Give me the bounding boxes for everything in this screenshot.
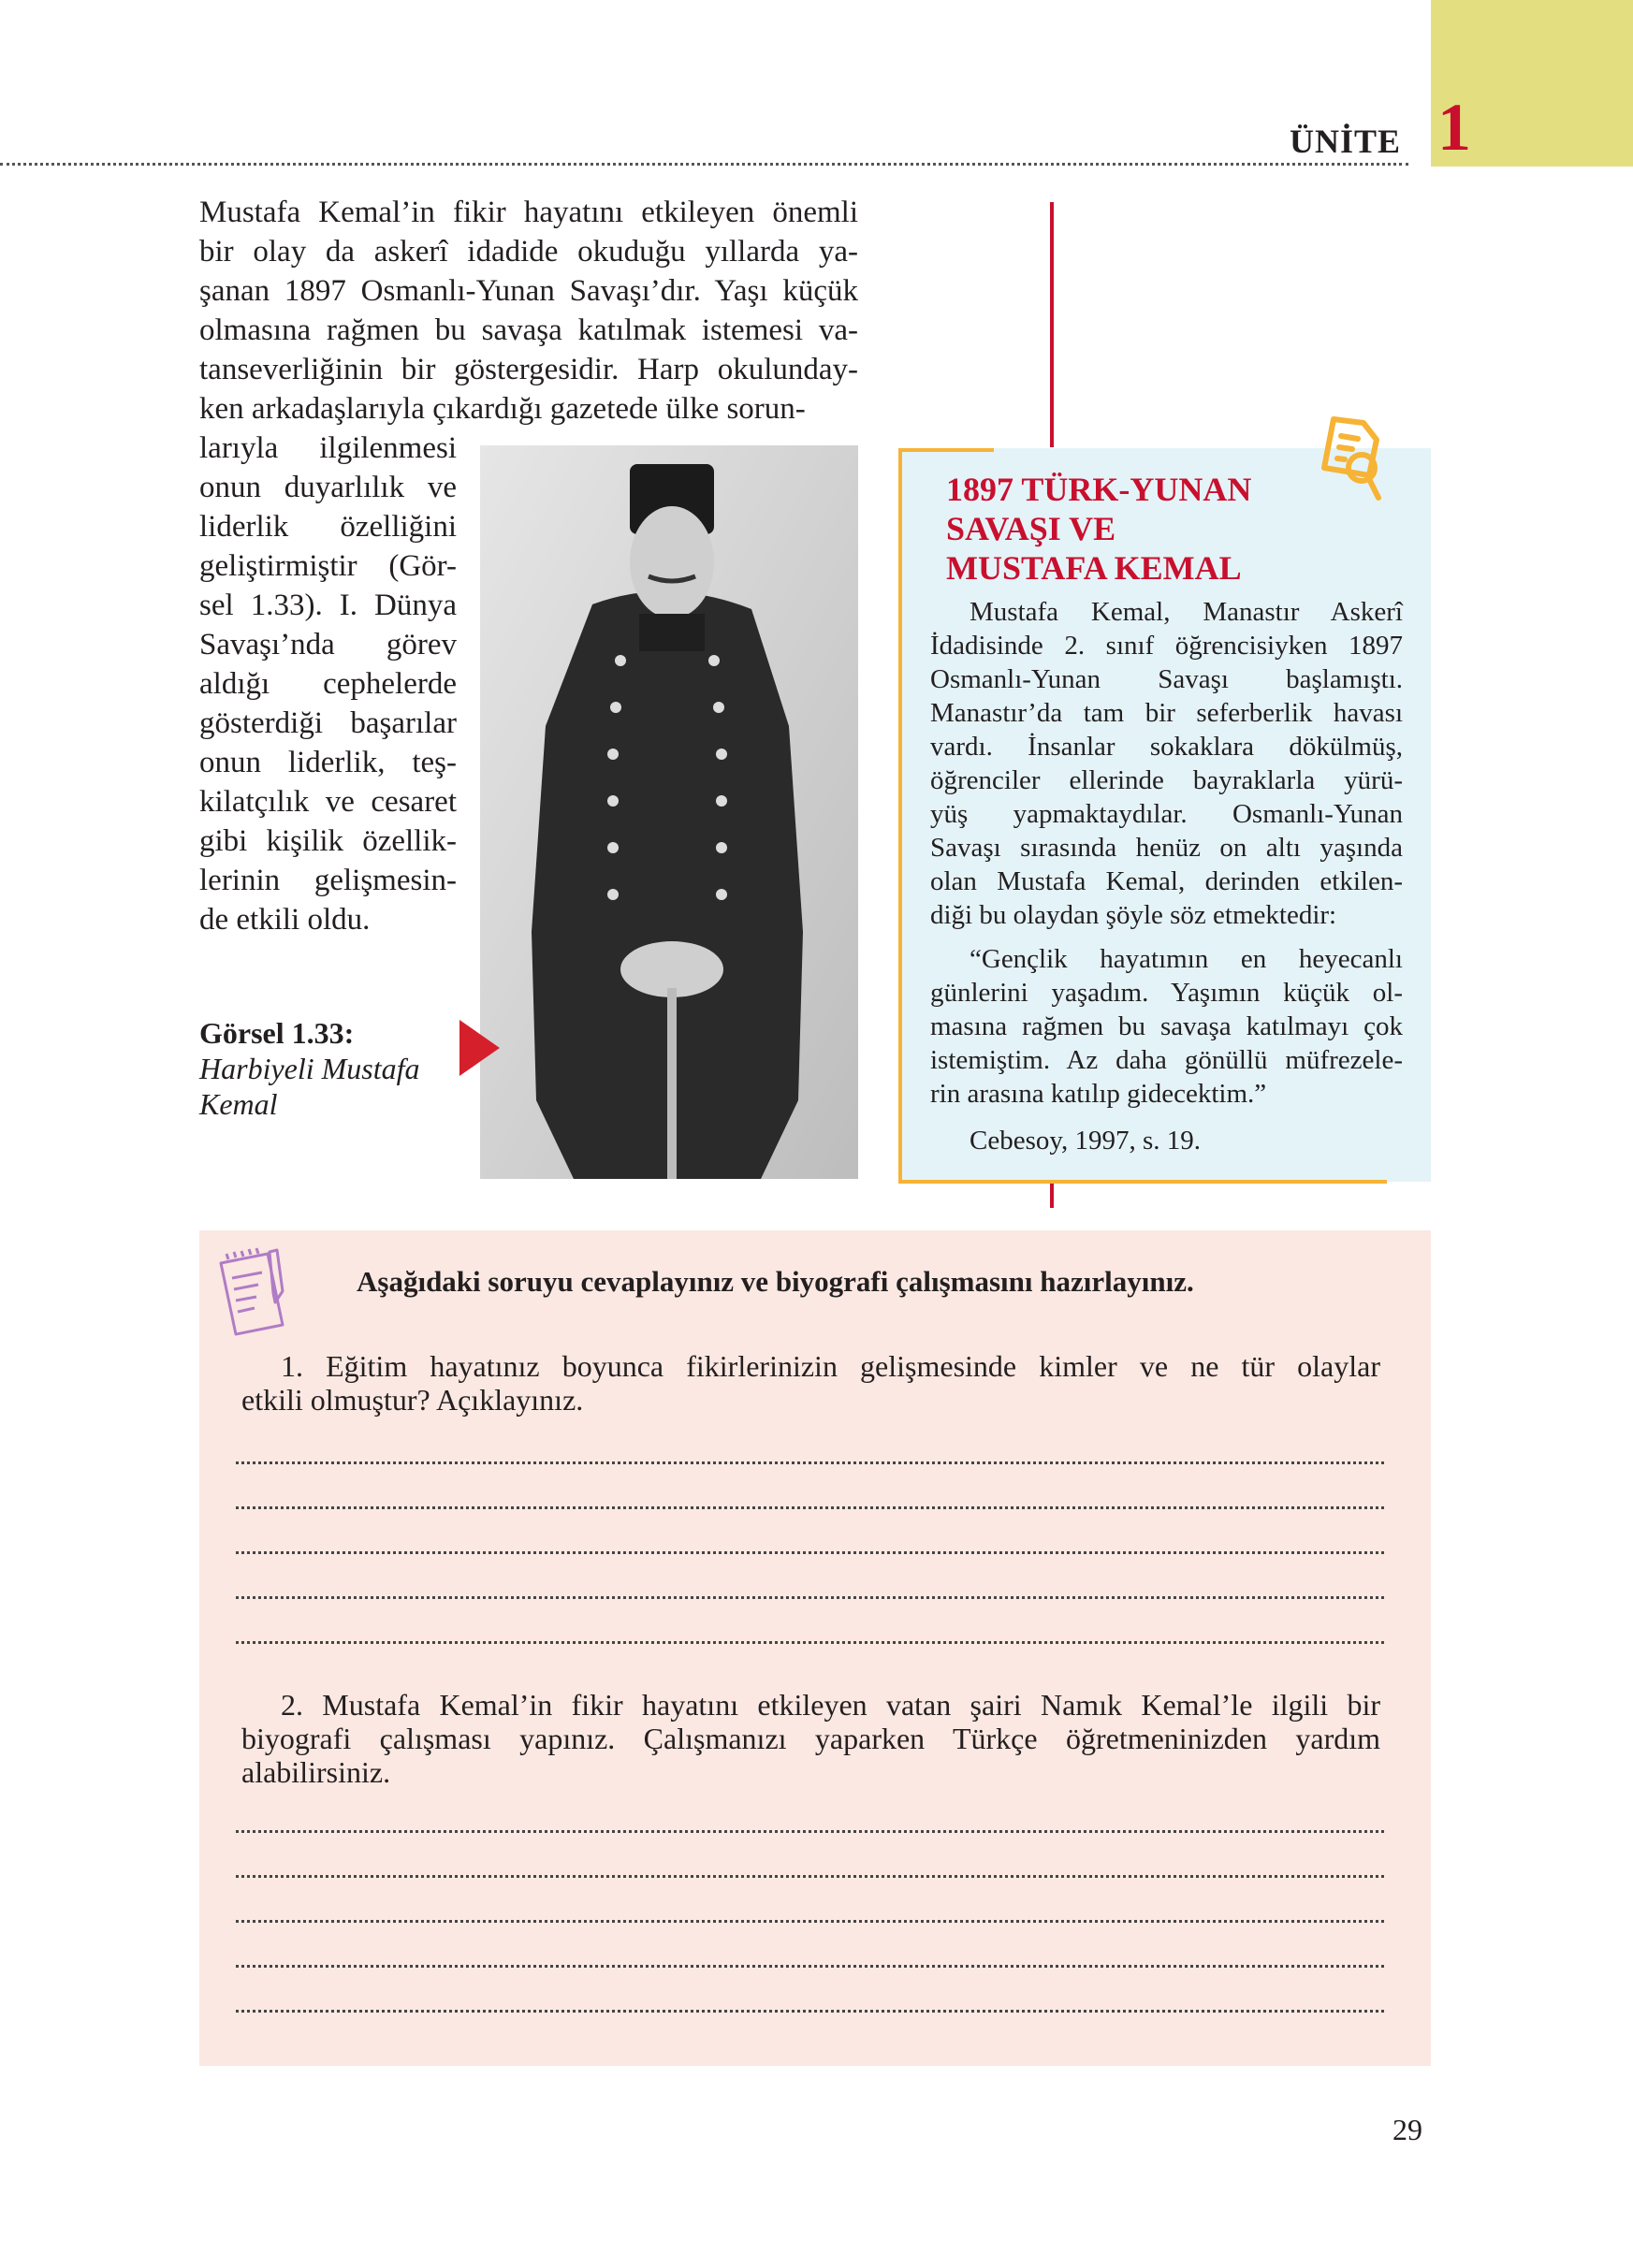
figure-caption-line: Kemal	[199, 1087, 278, 1121]
answer-line[interactable]	[236, 1830, 1384, 1833]
text-line: lerinin gelişmesin-	[199, 864, 457, 897]
text-line: ken arkadaşlarıyla çıkardığı gazetede ülke sorun-	[199, 392, 806, 426]
text-line: alabilirsiniz.	[241, 1755, 391, 1789]
question-1	[241, 1349, 1380, 1417]
text-line: olan Mustafa Kemal, derinden etkilen-	[930, 866, 1403, 896]
photo-harbiyeli-mustafa-kemal	[480, 445, 858, 1179]
text-line: geliştirmiştir (Gör-	[199, 549, 457, 583]
text-line: vardı. İnsanlar sokaklara dökülmüş,	[930, 732, 1403, 762]
text-line: Savaşı’nda görev	[199, 628, 457, 662]
pointer-triangle-icon	[459, 1020, 500, 1076]
info-box-title	[946, 470, 1251, 588]
citation: Cebesoy, 1997, s. 19.	[970, 1126, 1202, 1156]
text-line: larıyla ilgilenmesi	[199, 431, 457, 465]
text-line: kilatçılık ve cesaret	[199, 785, 457, 819]
answer-line[interactable]	[236, 1506, 1384, 1509]
answer-line[interactable]	[236, 1920, 1384, 1923]
notepad-pencil-icon	[215, 1244, 299, 1343]
text-line: sel 1.33). I. Dünya	[199, 589, 457, 622]
text-line: gösterdiği başarılar	[199, 706, 457, 740]
text-line: Manastır’da tam bir seferberlik havası	[930, 698, 1403, 728]
figure-caption-line: Harbiyeli Mustafa	[199, 1052, 420, 1085]
text-line: olmasına rağmen bu savaşa katılmak istemesi va-	[199, 313, 858, 347]
text-line: şanan 1897 Osmanlı-Yunan Savaşı’dır. Yaşı küçük	[199, 274, 858, 308]
text-line: liderlik özelliğini	[199, 510, 457, 544]
text-line: aldığı cephelerde	[199, 667, 457, 701]
info-box-title-line: SAVAŞI VE	[946, 510, 1116, 547]
text-line: yüş yapmaktaydılar. Osmanlı-Yunan	[930, 799, 1403, 829]
figure-caption	[199, 1015, 420, 1122]
page-number: 29	[1392, 2113, 1422, 2146]
info-box-body	[930, 595, 1403, 932]
info-box-title-line: MUSTAFA KEMAL	[946, 549, 1242, 587]
text-line: onun liderlik, teş-	[199, 746, 457, 779]
unit-number: 1	[1437, 90, 1471, 165]
activity-instruction: Aşağıdaki soruyu cevaplayınız ve biyografi çalışmasını hazırlayınız.	[357, 1265, 1194, 1298]
text-line: biyografi çalışması yapınız. Çalışmanızı yaparken Türkçe öğretmeninizden yardım	[241, 1722, 1380, 1755]
document-search-icon	[1315, 412, 1390, 510]
answer-line[interactable]	[236, 1461, 1384, 1464]
text-line: Mustafa Kemal, Manastır Askerî	[970, 597, 1403, 627]
info-box-quote	[930, 942, 1403, 1111]
text-line: günlerini yaşadım. Yaşımın küçük ol-	[930, 978, 1403, 1008]
text-line: gibi kişilik özellik-	[199, 824, 457, 858]
info-box-border	[898, 448, 902, 1182]
text-line: “Gençlik hayatımın en heyecanlı	[970, 944, 1403, 974]
info-box-border	[898, 448, 994, 452]
text-line: diği bu olaydan şöyle söz etmektedir:	[930, 900, 1337, 930]
text-line: bir olay da askerî idadide okuduğu yıllarda ya-	[199, 235, 858, 269]
divider-line	[1050, 1182, 1054, 1208]
text-line: masına rağmen bu savaşa katılmayı çok	[930, 1011, 1403, 1041]
text-line: Mustafa Kemal’in fikir hayatını etkileyen önemli	[199, 196, 858, 229]
text-line: de etkili oldu.	[199, 903, 371, 937]
text-line: onun duyarlılık ve	[199, 471, 457, 504]
text-line: 2. Mustafa Kemal’in fikir hayatını etkileyen vatan şairi Namık Kemal’le ilgili bir	[281, 1688, 1380, 1722]
answer-line[interactable]	[236, 1875, 1384, 1878]
answer-line[interactable]	[236, 1641, 1384, 1644]
text-line: rin arasına katılıp gidecektim.”	[930, 1079, 1267, 1109]
main-paragraph	[199, 193, 858, 429]
text-line: etkili olmuştur? Açıklayınız.	[241, 1383, 584, 1417]
text-line: Savaşı sırasında henüz on altı yaşında	[930, 833, 1403, 863]
info-box-border	[898, 1180, 1387, 1184]
main-paragraph-narrow	[199, 429, 457, 939]
question-2	[241, 1688, 1380, 1789]
header-divider	[0, 163, 1408, 166]
text-line: öğrenciler ellerinde bayraklarla yürü-	[930, 765, 1403, 795]
answer-line[interactable]	[236, 1596, 1384, 1599]
answer-line[interactable]	[236, 2010, 1384, 2013]
text-line: tanseverliğinin bir göstergesidir. Harp okulunday-	[199, 353, 858, 386]
divider-line	[1050, 202, 1054, 447]
text-line: istemiştim. Az daha gönüllü müfrezele-	[930, 1045, 1403, 1075]
text-line: İdadisinde 2. sınıf öğrencisiyken 1897	[930, 631, 1403, 661]
info-box-title-line: 1897 TÜRK-YUNAN	[946, 471, 1252, 508]
text-line: Osmanlı-Yunan Savaşı başlamıştı.	[930, 664, 1403, 694]
unit-label: ÜNİTE	[1290, 123, 1402, 160]
answer-line[interactable]	[236, 1965, 1384, 1968]
figure-label: Görsel 1.33:	[199, 1016, 355, 1050]
text-line: 1. Eğitim hayatınız boyunca fikirlerinizin gelişmesinde kimler ve ne tür olaylar	[281, 1349, 1380, 1383]
answer-line[interactable]	[236, 1551, 1384, 1554]
